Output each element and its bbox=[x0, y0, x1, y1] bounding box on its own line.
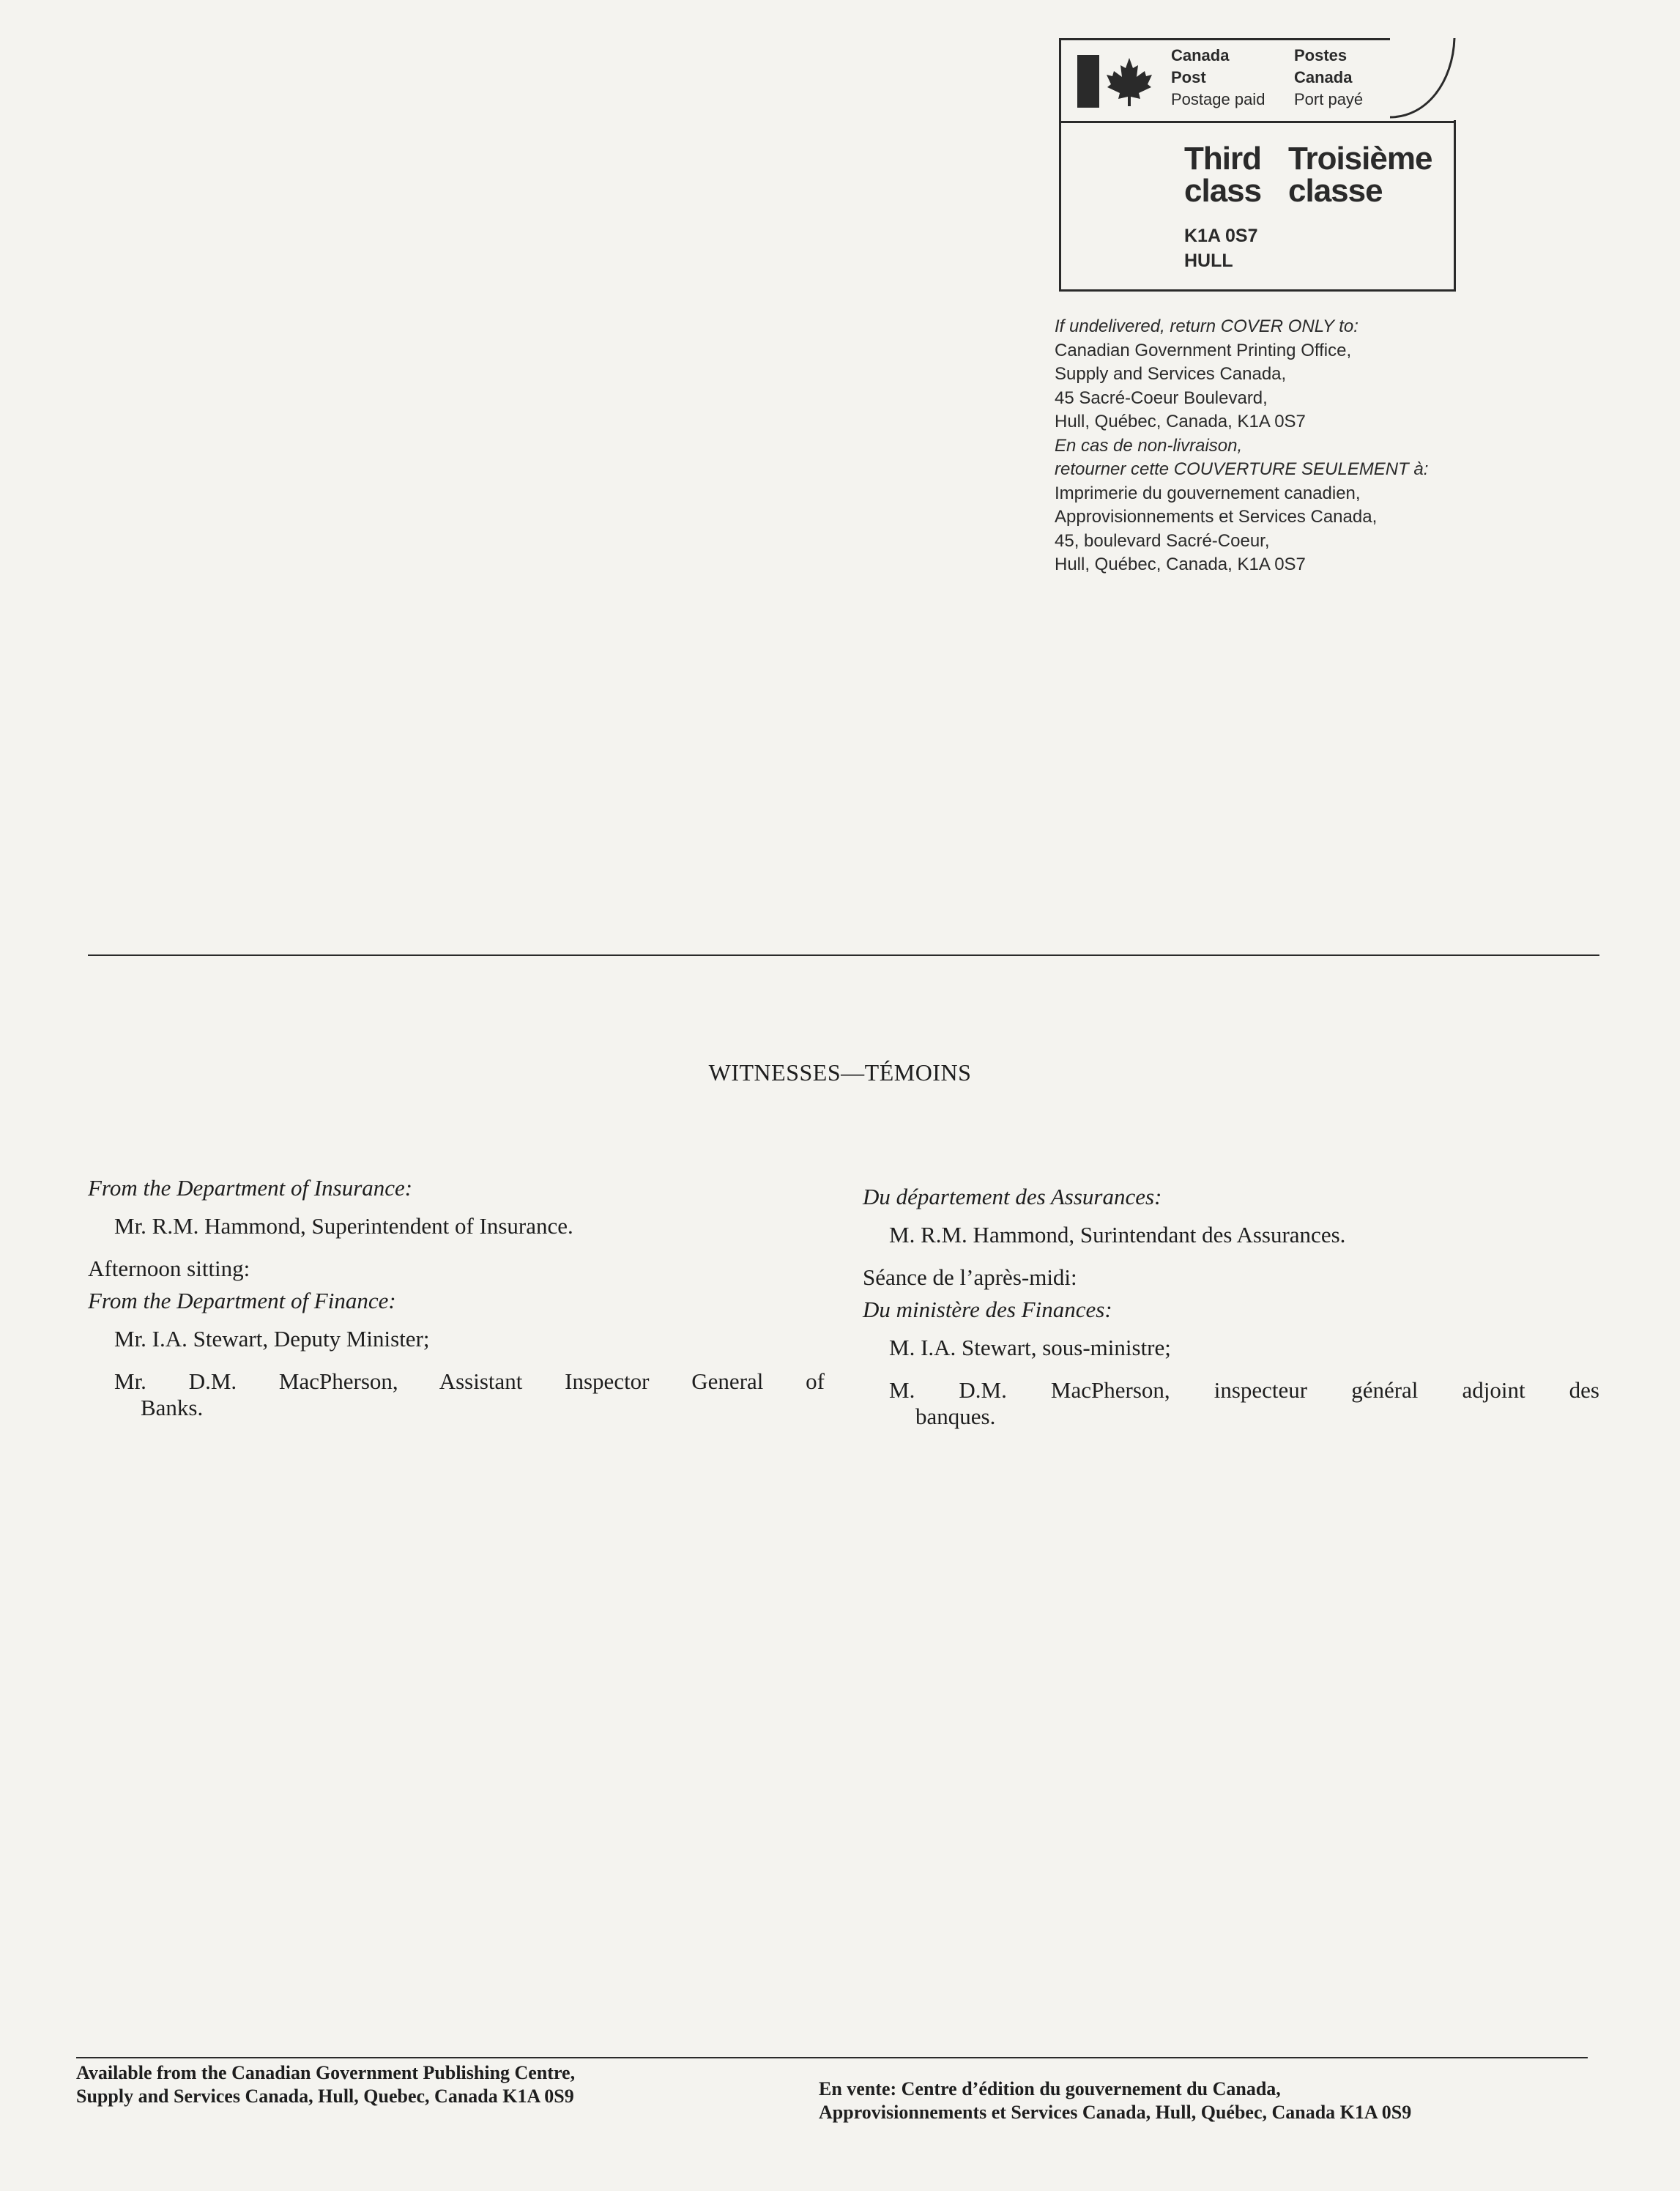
footer-en-line: Supply and Services Canada, Hull, Quebec, Canada K1A 0S9 bbox=[76, 2086, 574, 2107]
return-line-en: Supply and Services Canada, bbox=[1055, 364, 1287, 384]
postes-canada-label: Postes Canada Port payé bbox=[1294, 46, 1364, 108]
dept-finance-fr: Du ministère des Finances: bbox=[863, 1297, 1112, 1322]
indicia-corner-curve bbox=[1390, 38, 1456, 120]
footer-fr-line: Approvisionnements et Services Canada, Hull, Québec, Canada K1A 0S9 bbox=[819, 2102, 1412, 2123]
return-intro-fr: retourner cette COUVERTURE SEULEMENT à: bbox=[1055, 459, 1429, 479]
witnesses-french-column bbox=[863, 1184, 1599, 1430]
third-class-en: Third class bbox=[1184, 141, 1262, 209]
canada-flag-bar bbox=[1077, 55, 1099, 108]
footer-en-line: Available from the Canadian Government Publishing Centre, bbox=[76, 2062, 576, 2083]
afternoon-sitting-fr: Séance de l’après-midi: bbox=[863, 1264, 1077, 1290]
witness-hammond-en: Mr. R.M. Hammond, Superintendent of Insurance. bbox=[114, 1213, 573, 1239]
witness-macpherson-fr-cont: banques. bbox=[915, 1404, 996, 1429]
return-line-en: Hull, Québec, Canada, K1A 0S7 bbox=[1055, 412, 1306, 431]
return-line-en: Canadian Government Printing Office, bbox=[1055, 340, 1352, 360]
return-address bbox=[1055, 315, 1428, 577]
dept-insurance-en: From the Department of Insurance: bbox=[88, 1175, 413, 1201]
witness-macpherson-en: Mr. D.M. MacPherson, Assistant Inspector General of bbox=[114, 1368, 825, 1394]
return-line-fr: Imprimerie du gouvernement canadien, bbox=[1055, 483, 1361, 503]
witnesses-english-column bbox=[88, 1175, 825, 1421]
return-line-fr: Hull, Québec, Canada, K1A 0S7 bbox=[1055, 555, 1306, 574]
witness-macpherson-en-cont: Banks. bbox=[141, 1395, 204, 1420]
maple-leaf-icon bbox=[1105, 56, 1153, 108]
return-line-fr: 45, boulevard Sacré-Coeur, bbox=[1055, 530, 1270, 551]
return-intro-fr: En cas de non-livraison, bbox=[1055, 435, 1243, 456]
witness-stewart-en: Mr. I.A. Stewart, Deputy Minister; bbox=[114, 1326, 430, 1352]
third-class-fr: Troisième classe bbox=[1288, 141, 1432, 209]
witness-stewart-fr: M. I.A. Stewart, sous-ministre; bbox=[889, 1335, 1171, 1360]
canada-post-label: Canada Post Postage paid bbox=[1171, 46, 1265, 108]
witnesses-heading: WITNESSES—TÉMOINS bbox=[708, 1059, 972, 1086]
afternoon-sitting-en: Afternoon sitting: bbox=[88, 1256, 250, 1281]
footer-french bbox=[819, 2077, 1411, 2124]
witness-hammond-fr: M. R.M. Hammond, Surintendant des Assurances. bbox=[889, 1222, 1346, 1248]
return-line-en: 45 Sacré-Coeur Boulevard, bbox=[1055, 388, 1268, 408]
return-intro-en: If undelivered, return COVER ONLY to: bbox=[1055, 316, 1359, 336]
postal-code-block: K1A 0S7 HULL bbox=[1184, 226, 1258, 271]
postage-indicia bbox=[1059, 38, 1456, 292]
dept-insurance-fr: Du département des Assurances: bbox=[863, 1184, 1162, 1209]
dept-finance-en: From the Department of Finance: bbox=[88, 1288, 396, 1313]
return-line-fr: Approvisionnements et Services Canada, bbox=[1055, 507, 1378, 527]
section-divider bbox=[88, 954, 1599, 956]
footer-english bbox=[76, 2061, 575, 2108]
footer-divider bbox=[76, 2057, 1588, 2058]
witness-macpherson-fr: M. D.M. MacPherson, inspecteur général adjoint des bbox=[889, 1377, 1599, 1403]
footer-fr-line: En vente: Centre d’édition du gouvernement du Canada, bbox=[819, 2078, 1281, 2099]
